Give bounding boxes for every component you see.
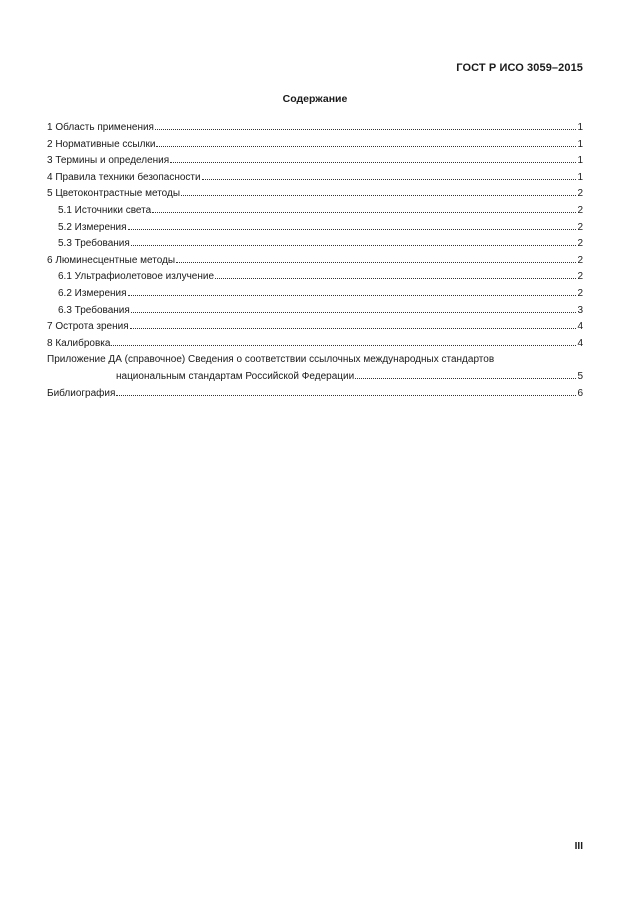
- toc-entry-page: 2: [577, 271, 583, 283]
- toc-entry-label: 4 Правила техники безопасности: [47, 171, 201, 183]
- toc-entry-label: 6.2 Измерения: [58, 287, 127, 299]
- toc-entry-5-2[interactable]: [47, 219, 583, 236]
- toc-entry-page: 1: [577, 122, 583, 133]
- toc-appendix-title-line2: национальным стандартам Российской Федерации: [116, 370, 355, 382]
- toc-entry-label: 6.1 Ультрафиолетовое излучение: [58, 271, 215, 283]
- toc-entry-label: 3 Термины и определения: [47, 155, 170, 167]
- toc-entry-page: 1: [577, 138, 583, 150]
- toc-appendix-title-line1: Приложение ДА (справочное) Сведения о соответствии ссылочных международных стандартов: [47, 354, 495, 366]
- toc-entry-page: 4: [577, 321, 583, 333]
- toc-entry-label: 2 Нормативные ссылки: [47, 138, 156, 150]
- toc-leader-dots: [111, 345, 576, 346]
- toc-leader-dots: [128, 229, 577, 230]
- toc-entry-appendix-da[interactable]: [47, 351, 583, 384]
- toc-leader-dots: [156, 146, 576, 147]
- toc-entry-5[interactable]: [47, 185, 583, 202]
- toc-entry-6-2[interactable]: [47, 285, 583, 302]
- toc-entry-label: Библиография: [47, 387, 116, 399]
- toc-entry-page: 3: [577, 304, 583, 316]
- toc-entry-page: 6: [577, 387, 583, 399]
- toc-entry-4[interactable]: [47, 169, 583, 186]
- toc-entry-6-3[interactable]: [47, 302, 583, 319]
- toc-entry-page: 1: [577, 155, 583, 167]
- toc-leader-dots: [181, 195, 576, 196]
- toc-entry-page: 4: [577, 337, 583, 349]
- toc-entry-5-3[interactable]: [47, 235, 583, 252]
- toc-entry-page: 2: [577, 188, 583, 200]
- toc-entry-page: 2: [577, 221, 583, 233]
- toc-leader-dots: [202, 179, 577, 180]
- toc-entry-7[interactable]: [47, 318, 583, 335]
- document-standard-id: ГОСТ Р ИСО 3059–2015: [456, 62, 583, 74]
- toc-entry-page: 2: [577, 238, 583, 250]
- toc-entry-5-1[interactable]: [47, 202, 583, 219]
- toc-title: Содержание: [282, 93, 348, 105]
- toc-entry-page: 1: [577, 171, 583, 183]
- toc-leader-dots: [355, 378, 576, 379]
- toc-entry-label: 6.3 Требования: [58, 304, 130, 316]
- toc-leader-dots: [131, 312, 577, 313]
- toc-leader-dots: [116, 395, 576, 396]
- toc-entry-label: 6 Люминесцентные методы: [47, 254, 176, 266]
- toc-leader-dots: [131, 245, 577, 246]
- toc-entry-1[interactable]: [47, 119, 583, 136]
- toc-leader-dots: [170, 162, 576, 163]
- toc-entry-label: 8 Калибровка: [47, 337, 111, 349]
- toc-entry-page: 5: [577, 370, 583, 382]
- toc-entry-2[interactable]: [47, 136, 583, 153]
- toc-entry-label: 7 Острота зрения: [47, 321, 129, 333]
- toc-entry-label: 5.3 Требования: [58, 238, 130, 250]
- toc-entry-6[interactable]: [47, 252, 583, 269]
- toc-entry-bibliography[interactable]: [47, 385, 583, 402]
- toc-leader-dots: [176, 262, 576, 263]
- toc-leader-dots: [130, 328, 577, 329]
- toc-entry-label: 5.1 Источники света: [58, 204, 152, 216]
- toc-entry-8[interactable]: [47, 335, 583, 352]
- table-of-contents: [47, 119, 583, 401]
- toc-appendix-title-line2-row: [47, 368, 583, 385]
- toc-leader-dots: [155, 129, 576, 130]
- toc-entry-page: 2: [577, 254, 583, 266]
- toc-entry-label: 1 Область применения: [47, 122, 154, 133]
- page-number: III: [574, 841, 583, 852]
- toc-leader-dots: [152, 212, 576, 213]
- toc-entry-label: 5 Цветоконтрастные методы: [47, 188, 181, 200]
- toc-leader-dots: [128, 295, 577, 296]
- toc-leader-dots: [215, 278, 576, 279]
- toc-entry-label: 5.2 Измерения: [58, 221, 127, 233]
- toc-entry-3[interactable]: [47, 152, 583, 169]
- toc-entry-page: 2: [577, 204, 583, 216]
- toc-entry-6-1[interactable]: [47, 268, 583, 285]
- toc-entry-page: 2: [577, 287, 583, 299]
